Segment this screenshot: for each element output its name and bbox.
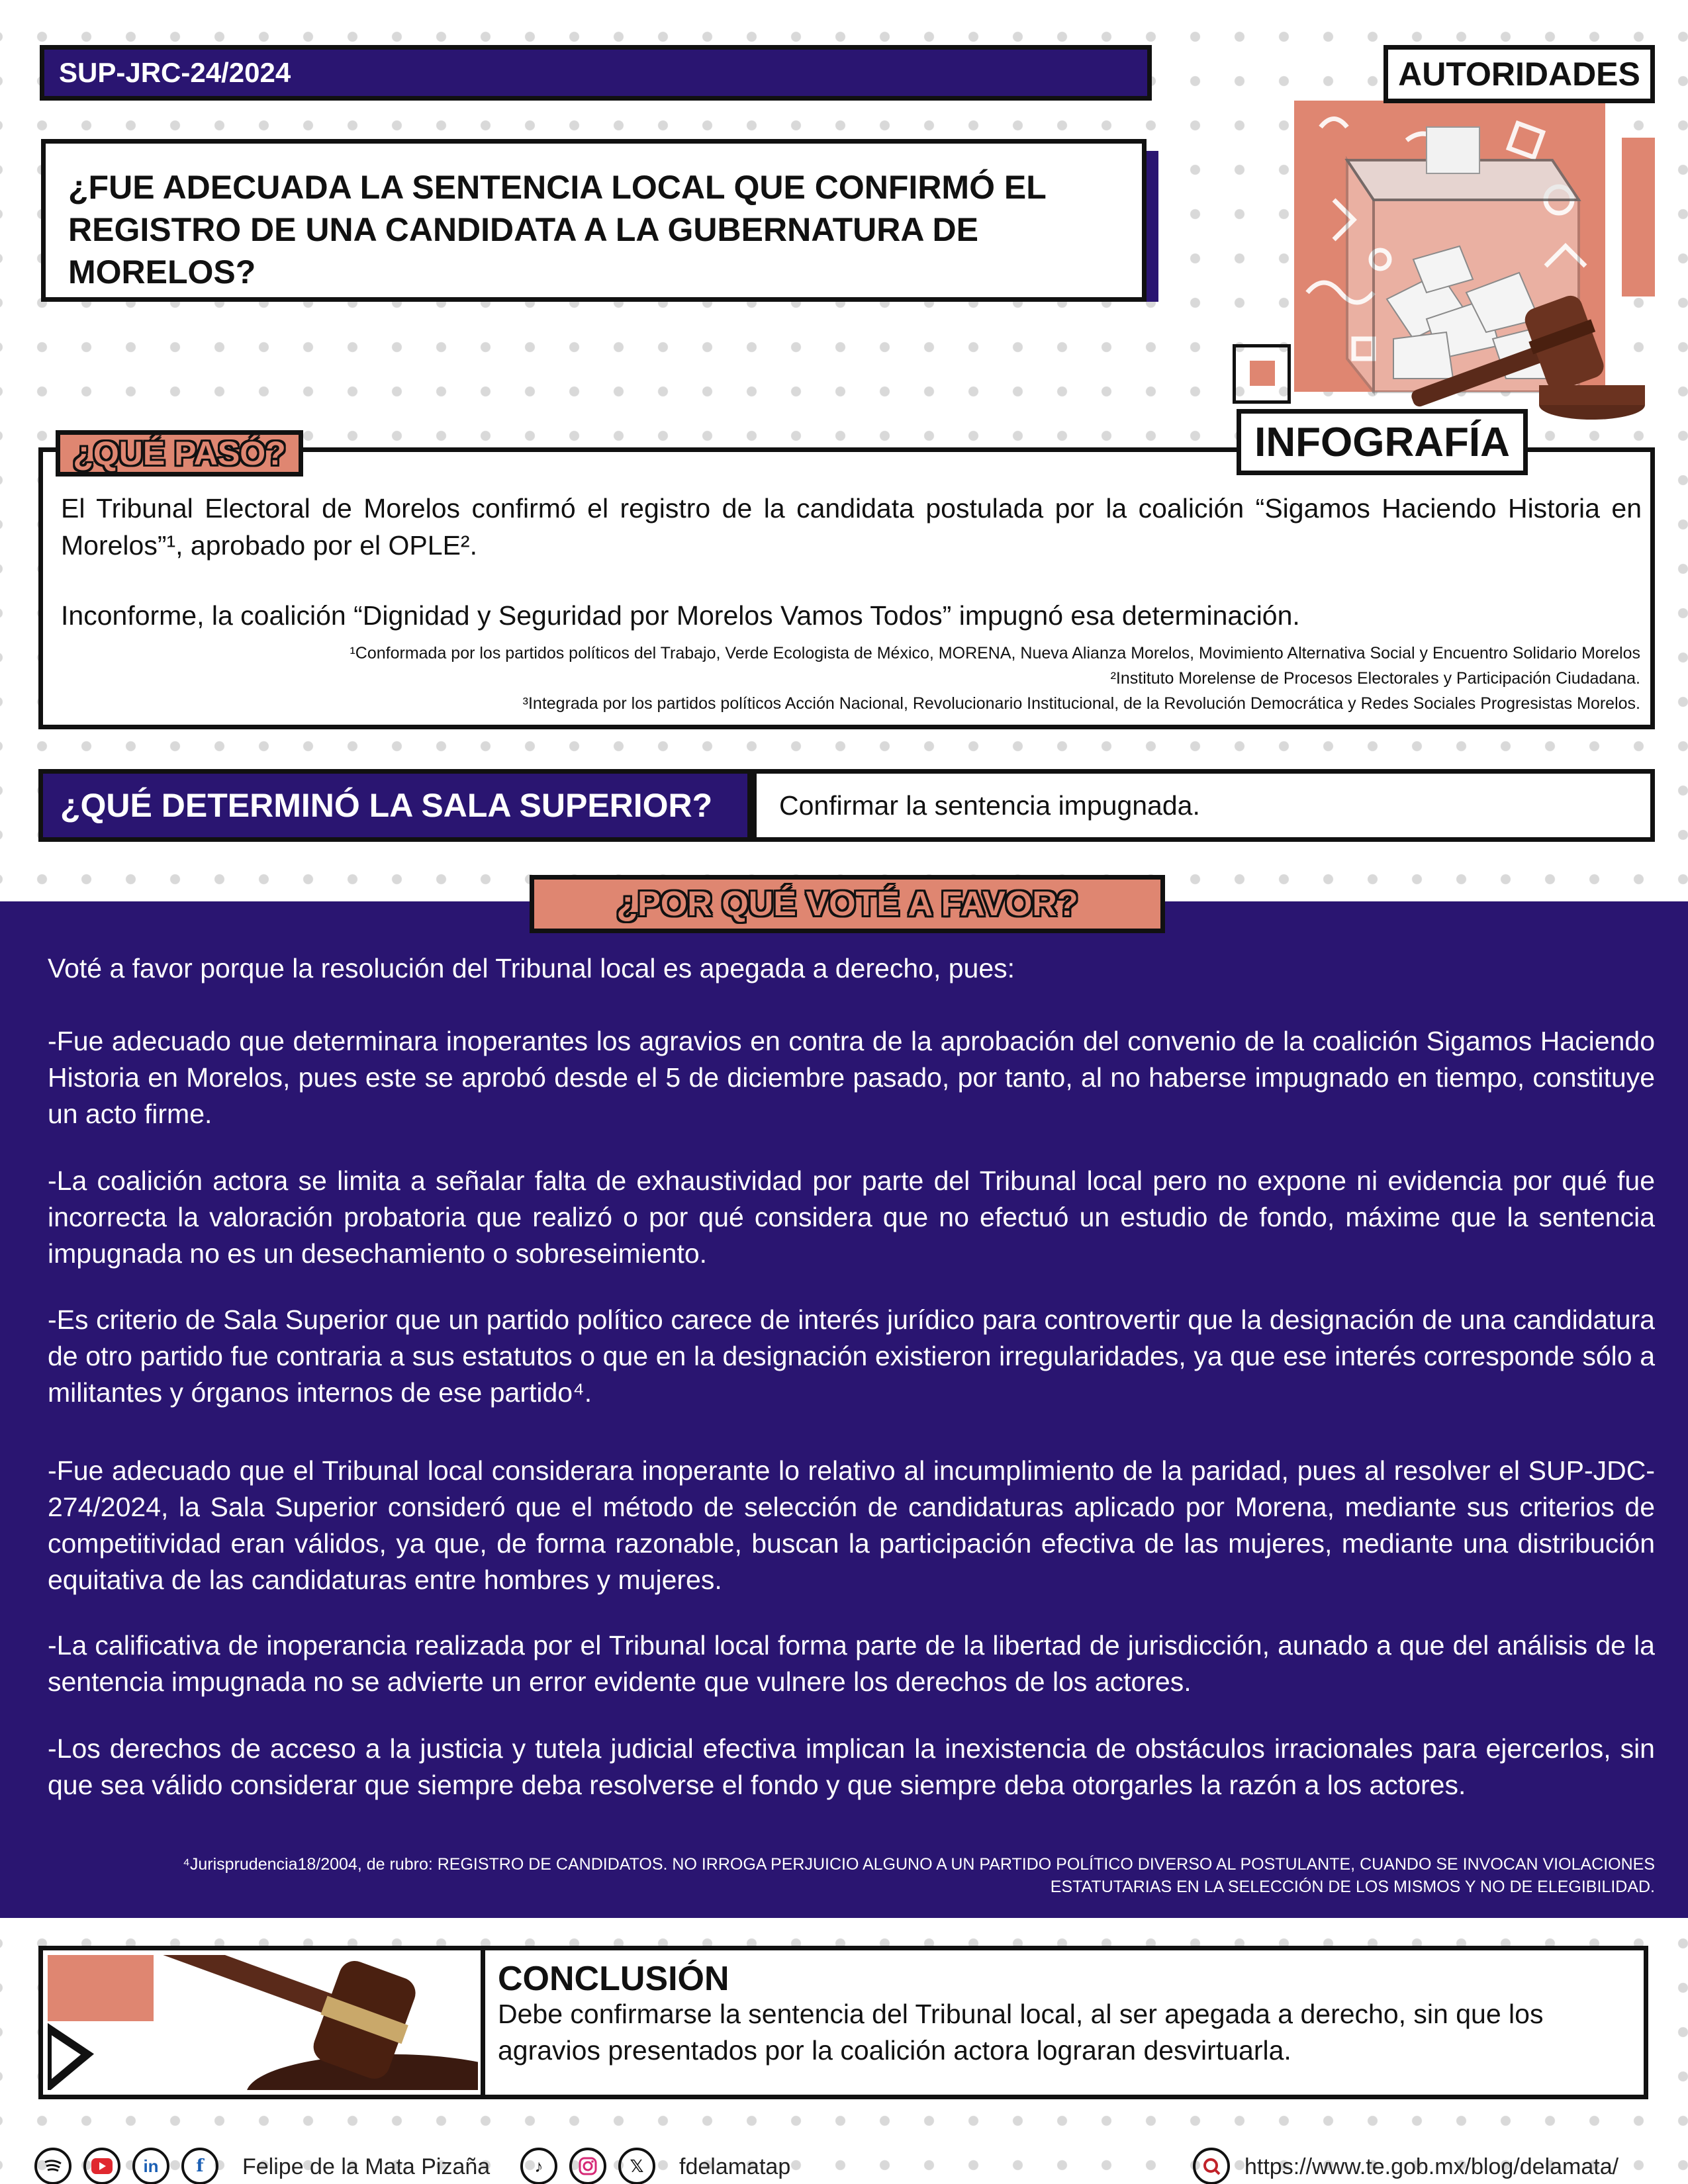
instagram-icon[interactable] [569, 2148, 606, 2184]
conclusion-title: CONCLUSIÓN [498, 1960, 729, 1998]
footer-handle[interactable]: fdelamatap [679, 2154, 791, 2179]
determination-answer: Confirmar la sentencia impugnada. [752, 769, 1655, 842]
jurisprudence-footnote-line-1: ⁴Jurisprudencia18/2004, de rubro: REGISTRO DE CANDIDATOS. NO IRROGA PERJUICIO ALGUNO A UN PARTIDO POLÍTICO DIVERSO AL POSTULANTE, CUANDO SE INVOCAN VIOLACIONES [183, 1855, 1655, 1874]
vote-intro: Voté a favor porque la resolución del Tribunal local es apegada a derecho, pues: [48, 953, 1015, 983]
youtube-icon[interactable] [83, 2148, 120, 2184]
footer-url[interactable]: https://www.te.gob.mx/blog/delamata/ [1244, 2154, 1619, 2179]
vote-point: -Es criterio de Sala Superior que un partido político carece de interés jurídico para controvertir que la designación de una candidatura de otro partido fue contraria a sus estatutos o que en la designación existieron irregularidades, ya que ese interés corresponde sólo a militantes y órganos internos de ese partido⁴. [48, 1304, 1655, 1408]
conclusion-text: Debe confirmarse la sentencia del Tribunal local, al ser apegada a derecho, sin que los agravios presentados por la coalición actora lograran desvirtuarla. [498, 1999, 1544, 2066]
conclusion-divider [481, 1946, 485, 2099]
tiktok-icon[interactable]: ♪ [520, 2148, 557, 2184]
facebook-icon[interactable]: f [181, 2148, 218, 2184]
gavel-illustration [48, 1955, 478, 2090]
footer [0, 2148, 1688, 2184]
vote-label: ¿POR QUÉ VOTÉ A FAVOR? [530, 875, 1165, 933]
what-happened-label: ¿QUÉ PASÓ? [56, 430, 303, 477]
authorities-label: AUTORIDADES [1383, 45, 1655, 103]
decorative-square [1250, 361, 1275, 386]
footer-name: Felipe de la Mata Pizaña [242, 2154, 491, 2179]
infographic-label: INFOGRAFÍA [1237, 409, 1528, 475]
ballot-box-gavel-illustration [1294, 101, 1652, 425]
what-happened-paragraph-2: Inconforme, la coalición “Dignidad y Seguridad por Morelos Vamos Todos” impugnó esa determinación. [61, 600, 1300, 631]
x-icon[interactable]: 𝕏 [618, 2148, 655, 2184]
web-icon[interactable] [1193, 2148, 1230, 2184]
what-happened-paragraph-1: El Tribunal Electoral de Morelos confirmó el registro de la candidata postulada por la coalición “Sigamos Haciendo Historia en Morelos”¹, aprobado por el OPLE². [61, 493, 1642, 561]
jurisprudence-footnote-line-2: ESTATUTARIAS EN LA SELECCIÓN DE LOS MISMOS Y NO DE ELEGIBILIDAD. [1050, 1878, 1655, 1896]
vote-point: -La calificativa de inoperancia realizada por el Tribunal local forma parte de la libertad de jurisdicción, aunado a que del análisis de la sentencia impugnada no se advierte un error evidente que vulnere los derechos de los actores. [48, 1630, 1655, 1697]
footnote-1: ¹Conformada por los partidos políticos del Trabajo, Verde Ecologista de México, MORENA, Nueva Alianza Morelos, Movimiento Alternativa Social y Encuentro Solidario Morelos [350, 644, 1640, 662]
vote-point: -La coalición actora se limita a señalar falta de exhaustividad por parte del Tribunal local pero no expone ni evidencia por qué fue incorrecta la valoración probatoria que realizó o por qué considera que no efectuó un estudio de fondo, máxime que la sentencia impugnada no es un desechamiento o sobreseimiento. [48, 1165, 1655, 1269]
vote-point: -Los derechos de acceso a la justicia y tutela judicial efectiva implican la inexistencia de obstáculos irracionales para ejercerlos, sin que sea válido considerar que siempre deba resolverse el fondo y que siempre deba otorgarles la razón a los actores. [48, 1733, 1655, 1800]
case-number: SUP-JRC-24/2024 [40, 45, 1152, 101]
vote-point: -Fue adecuado que el Tribunal local considerara inoperante lo relativo al incumplimiento de la paridad, pues al resolver el SUP-JDC-274/2024, la Sala Superior consideró que el método de selección de candidaturas aplicado por Morena, mediante sus criterios de competitividad eran válidos, ya que, de forma razonable, buscan la participación efectiva de las mujeres, mediante una distribución equitativa de las candidaturas entre hombres y mujeres. [48, 1455, 1655, 1595]
footnote-2: ²Instituto Morelense de Procesos Electorales y Participación Ciudadana. [1110, 669, 1640, 688]
spotify-icon[interactable] [34, 2148, 71, 2184]
main-question: ¿FUE ADECUADA LA SENTENCIA LOCAL QUE CONFIRMÓ EL REGISTRO DE UNA CANDIDATA A LA GUBERNATURA DE MORELOS? [41, 139, 1147, 302]
linkedin-icon[interactable]: in [132, 2148, 169, 2184]
vote-point: -Fue adecuado que determinara inoperantes los agravios en contra de la aprobación del convenio de la coalición Sigamos Haciendo Historia en Morelos, pues este se aprobó desde el 5 de diciembre pasado, por tanto, al no haberse impugnado en tiempo, constituye un acto firme. [48, 1026, 1655, 1129]
determination-label: ¿QUÉ DETERMINÓ LA SALA SUPERIOR? [38, 769, 752, 842]
footnote-3: ³Integrada por los partidos políticos Acción Nacional, Revolucionario Institucional, de la Revolución Democrática y Redes Sociales Progresistas Morelos. [522, 694, 1640, 713]
